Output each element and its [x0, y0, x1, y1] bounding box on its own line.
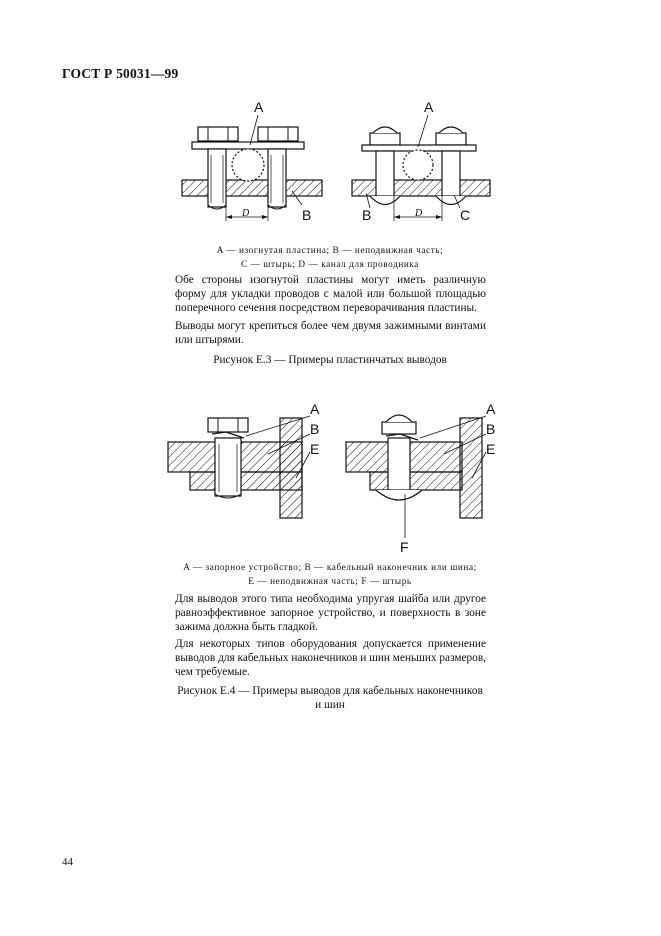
- page-number: 44: [62, 856, 73, 868]
- fig3-left-assembly: [182, 115, 322, 221]
- fig4-right-assembly: [346, 415, 486, 538]
- fig3-legend-line-1: A — изогнутая пластина; B — неподвижная часть;: [216, 245, 444, 255]
- fig4-label-e-right: E: [486, 441, 496, 457]
- figure-e4-drawing: [160, 398, 505, 558]
- fig4-left-assembly: [168, 416, 310, 518]
- fig3-legend: [150, 243, 510, 271]
- fig3-label-b-right: B: [362, 207, 372, 223]
- fig4-paragraph-2: Для некоторых типов оборудования допускается применение выводов для кабельных наконечников и шин меньших размеров, чем требуемые.: [175, 638, 486, 678]
- fig3-right-assembly: [352, 115, 490, 221]
- fig3-label-a-right: A: [424, 99, 434, 115]
- fig4-label-f-right: F: [400, 539, 409, 555]
- fig4-legend-line-1: A — запорное устройство; B — кабельный наконечник или шина;: [183, 562, 477, 572]
- fig4-label-e-left: E: [310, 441, 320, 457]
- fig4-label-b-left: B: [310, 421, 320, 437]
- fig4-label-b-right: B: [486, 421, 496, 437]
- figure-e3-drawing: [170, 95, 500, 245]
- fig3-label-b-left: B: [302, 207, 312, 223]
- fig3-paragraph-2: Выводы могут крепиться более чем двумя зажимными винтами или штырями.: [175, 320, 486, 346]
- fig3-paragraph-1: Обе стороны изогнутой пластины могут иметь различную форму для укладки проводов с малой или большой площадью поперечного сечения посредством переворачивания пластины.: [175, 274, 486, 314]
- fig4-label-a-right: A: [486, 401, 496, 417]
- fig3-label-d-right: D: [415, 208, 423, 219]
- fig4-caption-line-2: и шин: [315, 699, 345, 711]
- document-header: ГОСТ Р 50031—99: [62, 66, 179, 81]
- fig3-legend-line-2: C — штырь; D — канал для проводника: [241, 259, 419, 269]
- fig3-label-c-right: C: [460, 207, 471, 223]
- fig4-label-a-left: A: [310, 401, 320, 417]
- fig4-legend: [150, 560, 510, 588]
- fig3-label-d-left: D: [242, 208, 250, 219]
- fig4-caption: [150, 684, 510, 712]
- fig3-caption: Рисунок Е.3 — Примеры пластинчатых выводов: [213, 354, 447, 366]
- fig4-legend-line-2: E — неподвижная часть; F — штырь: [248, 576, 412, 586]
- fig4-paragraph-1: Для выводов этого типа необходима упругая шайба или другое равноэффективное запорное устройство, и поверхность в зоне зажима должна быть гладкой.: [175, 593, 486, 633]
- fig4-caption-line-1: Рисунок Е.4 — Примеры выводов для кабельных наконечников: [177, 685, 483, 697]
- fig3-label-a-left: A: [254, 99, 264, 115]
